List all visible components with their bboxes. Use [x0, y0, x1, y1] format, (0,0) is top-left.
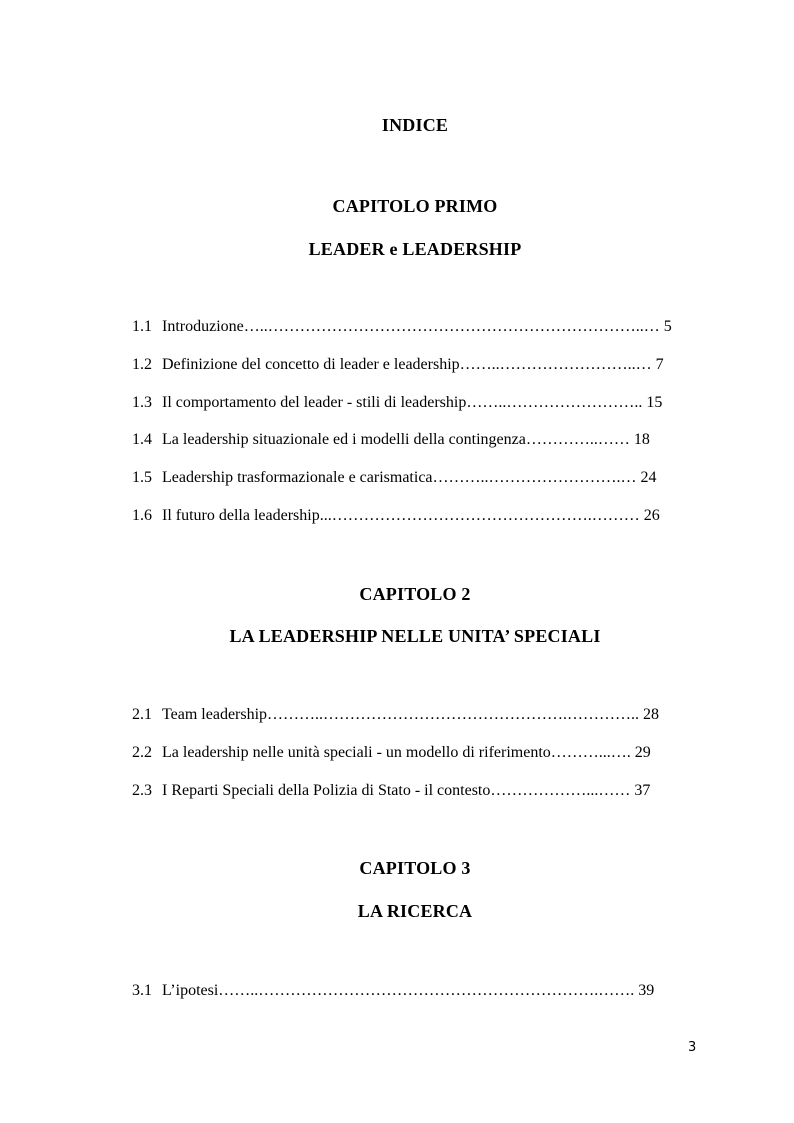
chapter-3-heading: CAPITOLO 3 [359, 858, 471, 878]
toc-entry-text: La leadership nelle unità speciali - un modello di riferimento………...…. 29 [162, 744, 651, 761]
toc-entry-number: 1.6 [132, 507, 152, 524]
toc-entry-text: I Reparti Speciali della Polizia di Stato - il contesto………………...…… 37 [162, 782, 651, 799]
toc-entry-number: 1.4 [132, 431, 152, 448]
toc-entry[interactable] [132, 782, 650, 800]
toc-entry[interactable] [132, 469, 657, 487]
toc-entry-text: L’ipotesi……..……………………………………………………….……. 39 [162, 982, 655, 999]
toc-entry-number: 3.1 [132, 982, 152, 999]
page-number: 3 [688, 1040, 697, 1055]
toc-entry[interactable] [132, 318, 672, 336]
toc-entry-text: La leadership situazionale ed i modelli della contingenza…………..…… 18 [162, 431, 650, 448]
toc-entry-number: 1.5 [132, 469, 152, 486]
toc-entry-number: 2.1 [132, 706, 152, 723]
toc-entry-number: 2.2 [132, 744, 152, 761]
toc-entry-text: Introduzione…..……………………………………………………………..… 5 [162, 318, 672, 335]
toc-entry-number: 1.2 [132, 356, 152, 373]
toc-entry[interactable] [132, 982, 654, 1000]
toc-entry-text: Team leadership………..……………………………………….………….. 28 [162, 706, 660, 723]
toc-entry-text: Il comportamento del leader - stili di leadership……..…………………….. 15 [162, 394, 663, 411]
toc-entry[interactable] [132, 356, 664, 374]
toc-entry-text: Definizione del concetto di leader e leadership……..……………………..… 7 [162, 356, 664, 373]
toc-entry[interactable] [132, 431, 650, 449]
toc-entry[interactable] [132, 394, 662, 412]
chapter-1-heading: CAPITOLO PRIMO [332, 196, 498, 216]
toc-entry-number: 1.1 [132, 318, 152, 335]
chapter-3-subtitle: LA RICERCA [357, 901, 473, 921]
toc-entry-number: 2.3 [132, 782, 152, 799]
index-title: INDICE [381, 115, 449, 135]
chapter-2-heading: CAPITOLO 2 [359, 584, 471, 604]
toc-entry[interactable] [132, 706, 659, 724]
toc-entry[interactable] [132, 507, 660, 525]
toc-entry-number: 1.3 [132, 394, 152, 411]
chapter-2-subtitle: LA LEADERSHIP NELLE UNITA’ SPECIALI [229, 626, 601, 646]
chapter-1-subtitle: LEADER e LEADERSHIP [308, 239, 522, 259]
toc-entry-text: Leadership trasformazionale e carismatica………..…………………….… 24 [162, 469, 657, 486]
toc-entry-text: Il futuro della leadership...………………………………………….……… 26 [162, 507, 660, 524]
toc-entry[interactable] [132, 744, 651, 762]
